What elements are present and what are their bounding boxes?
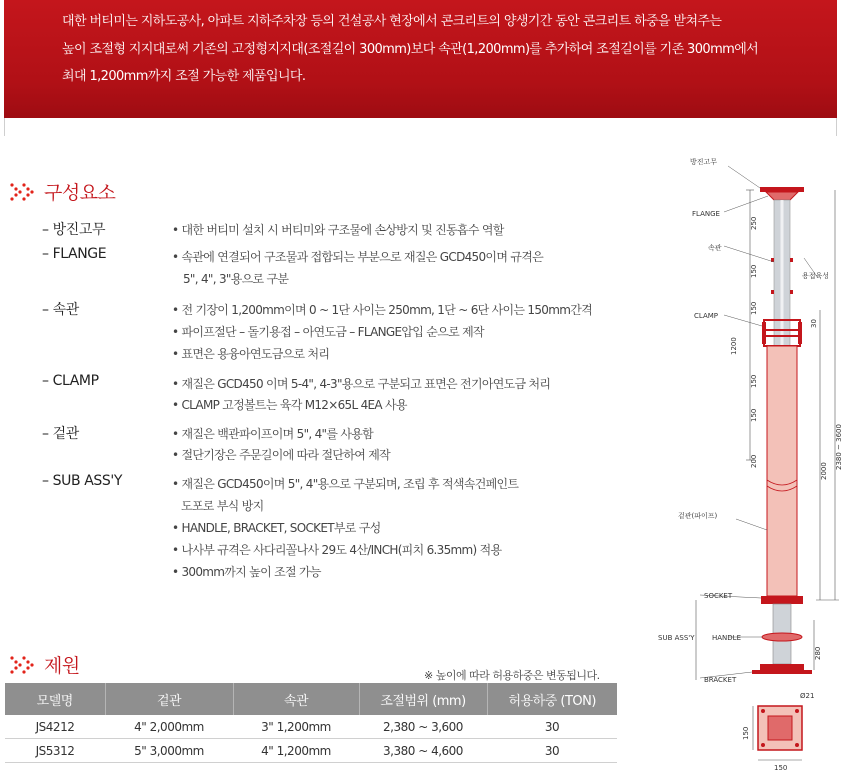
table-header: 조절범위 (mm) [359, 683, 487, 715]
dim-150: 150 [750, 408, 758, 422]
component-desc-line: • 표면은 용융아연도금으로 처리 [172, 347, 330, 361]
dim-250: 250 [750, 216, 758, 230]
label-flange: FLANGE [692, 210, 720, 218]
component-desc-line: • 절단기장은 주문길이에 따라 절단하여 제작 [172, 448, 391, 462]
base-plate-shape [758, 706, 802, 750]
component-desc-line: • CLAMP 고정볼트는 육각 M12×65L 4EA 사용 [172, 398, 407, 412]
table-cell: 3" 1,200mm [233, 715, 359, 739]
dim-base-width: 150 [774, 764, 788, 772]
dim-base-height: 150 [742, 726, 750, 740]
intro-text-line-2: 높이 조절형 지지대로써 기존의 고정형지지대(조절길이 300mm)보다 속관(1,200mm)를 추가하여 조절길이를 기존 300mm에서 [62, 42, 759, 57]
table-cell: 4" 1,200mm [233, 739, 359, 763]
table-cell: JS4212 [5, 715, 105, 739]
dim-1200: 1200 [730, 337, 738, 355]
dim-2380-3600: 2380 ~ 3600 [835, 424, 843, 470]
dim-2000: 2000 [820, 462, 828, 480]
table-header: 속관 [233, 683, 359, 715]
label-outer: 겉관(파이프) [678, 512, 718, 520]
component-desc-line: • HANDLE, BRACKET, SOCKET부로 구성 [172, 521, 381, 535]
component-desc-line: • 재질은 백관파이프이며 5", 4"를 사용함 [172, 427, 374, 441]
label-socket: SOCKET [704, 592, 733, 600]
component-desc-line: • 재질은 GCD450 이며 5-4", 4-3"용으로 구분되고 표면은 전기아연도금 처리 [172, 377, 551, 391]
intro-text-line-1: 대한 버티미는 지하도공사, 아파트 지하주차장 등의 건설공사 현장에서 콘크리트의 양생기간 동안 콘크리트 하중을 받쳐주는 [62, 14, 722, 29]
table-cell: 30 [487, 739, 617, 763]
double-chevron-icon [8, 181, 38, 203]
components-heading [8, 178, 115, 205]
intro-text-line-3: 최대 1,200mm까지 조절 가능한 제품입니다. [62, 69, 306, 84]
table-header: 허용하중 (TON) [487, 683, 617, 715]
component-name-inner-pipe: – 속관 [42, 302, 79, 318]
component-desc-line: • 300mm까지 높이 조절 가능 [172, 565, 321, 579]
component-desc-line: • 속관에 연결되어 구조물과 접합되는 부분으로 재질은 GCD450이며 규격은 [172, 250, 544, 264]
specs-heading [8, 651, 80, 678]
components-title: 구성요소 [44, 182, 116, 204]
dim-30: 30 [810, 319, 818, 328]
dim-150: 150 [750, 374, 758, 388]
label-rubber: 방진고무 [690, 158, 718, 166]
table-cell: 5" 3,000mm [105, 739, 233, 763]
component-desc-line: • 대한 버티미 설치 시 버티미와 구조물에 손상방지 및 진동흡수 역할 [172, 223, 504, 237]
intro-banner [4, 0, 837, 118]
support-diagram [640, 150, 845, 775]
table-row [5, 715, 617, 739]
table-cell: 4" 2,000mm [105, 715, 233, 739]
component-name-sub-assy: – SUB ASS'Y [42, 473, 122, 489]
component-name-outer-pipe: – 겉관 [42, 426, 79, 442]
label-inner: 속관 [708, 244, 722, 252]
table-header: 겉관 [105, 683, 233, 715]
table-cell: 3,380 ~ 4,600 [359, 739, 487, 763]
label-weld: 용접육성 [802, 272, 830, 280]
frame-left [4, 118, 5, 136]
component-name-rubber: – 방진고무 [42, 222, 106, 238]
component-name-clamp: – CLAMP [42, 373, 99, 389]
component-name-flange: – FLANGE [42, 246, 107, 262]
specs-title: 제원 [44, 655, 80, 677]
table-header: 모델명 [5, 683, 105, 715]
table-cell: 2,380 ~ 3,600 [359, 715, 487, 739]
sub-assy-shape [752, 596, 812, 674]
double-chevron-icon [8, 654, 38, 676]
component-desc-line: • 재질은 GCD450이며 5", 4"용으로 구분되며, 조립 후 적색속건페인트 [172, 477, 519, 491]
table-row [5, 739, 617, 763]
frame-right [836, 118, 837, 136]
table-cell: 30 [487, 715, 617, 739]
flange-shape [766, 192, 798, 200]
label-subassy: SUB ASS'Y [658, 634, 695, 642]
dim-diameter: Ø21 [800, 692, 815, 700]
table-header-row [5, 683, 617, 715]
rubber-pad-shape [760, 187, 804, 192]
component-desc-line: • 나사부 규격은 사다리꼴나사 29도 4산/INCH(피치 6.35mm) 적용 [172, 543, 502, 557]
dim-280: 280 [814, 646, 822, 660]
dim-200: 200 [750, 454, 758, 468]
label-bracket: BRACKET [704, 676, 737, 684]
specs-table [5, 683, 617, 763]
label-clamp: CLAMP [694, 312, 718, 320]
dim-150: 150 [750, 264, 758, 278]
specs-note: ※ 높이에 따라 허용하중은 변동됩니다. [424, 669, 600, 682]
component-desc-line: • 전 기장이 1,200mm이며 0 ~ 1단 사이는 250mm, 1단 ~ 6단 사이는 150mm간격 [172, 303, 592, 317]
component-desc-line: • 파이프절단 – 돌기용접 – 아연도금 – FLANGE압입 순으로 제작 [172, 325, 484, 339]
dim-150: 150 [750, 301, 758, 315]
label-handle: HANDLE [712, 634, 742, 642]
component-desc-line: 도포로 부식 방지 [181, 499, 264, 513]
outer-pipe-shape [767, 346, 797, 596]
component-desc-line: 5", 4", 3"용으로 구분 [183, 272, 289, 286]
table-cell: JS5312 [5, 739, 105, 763]
